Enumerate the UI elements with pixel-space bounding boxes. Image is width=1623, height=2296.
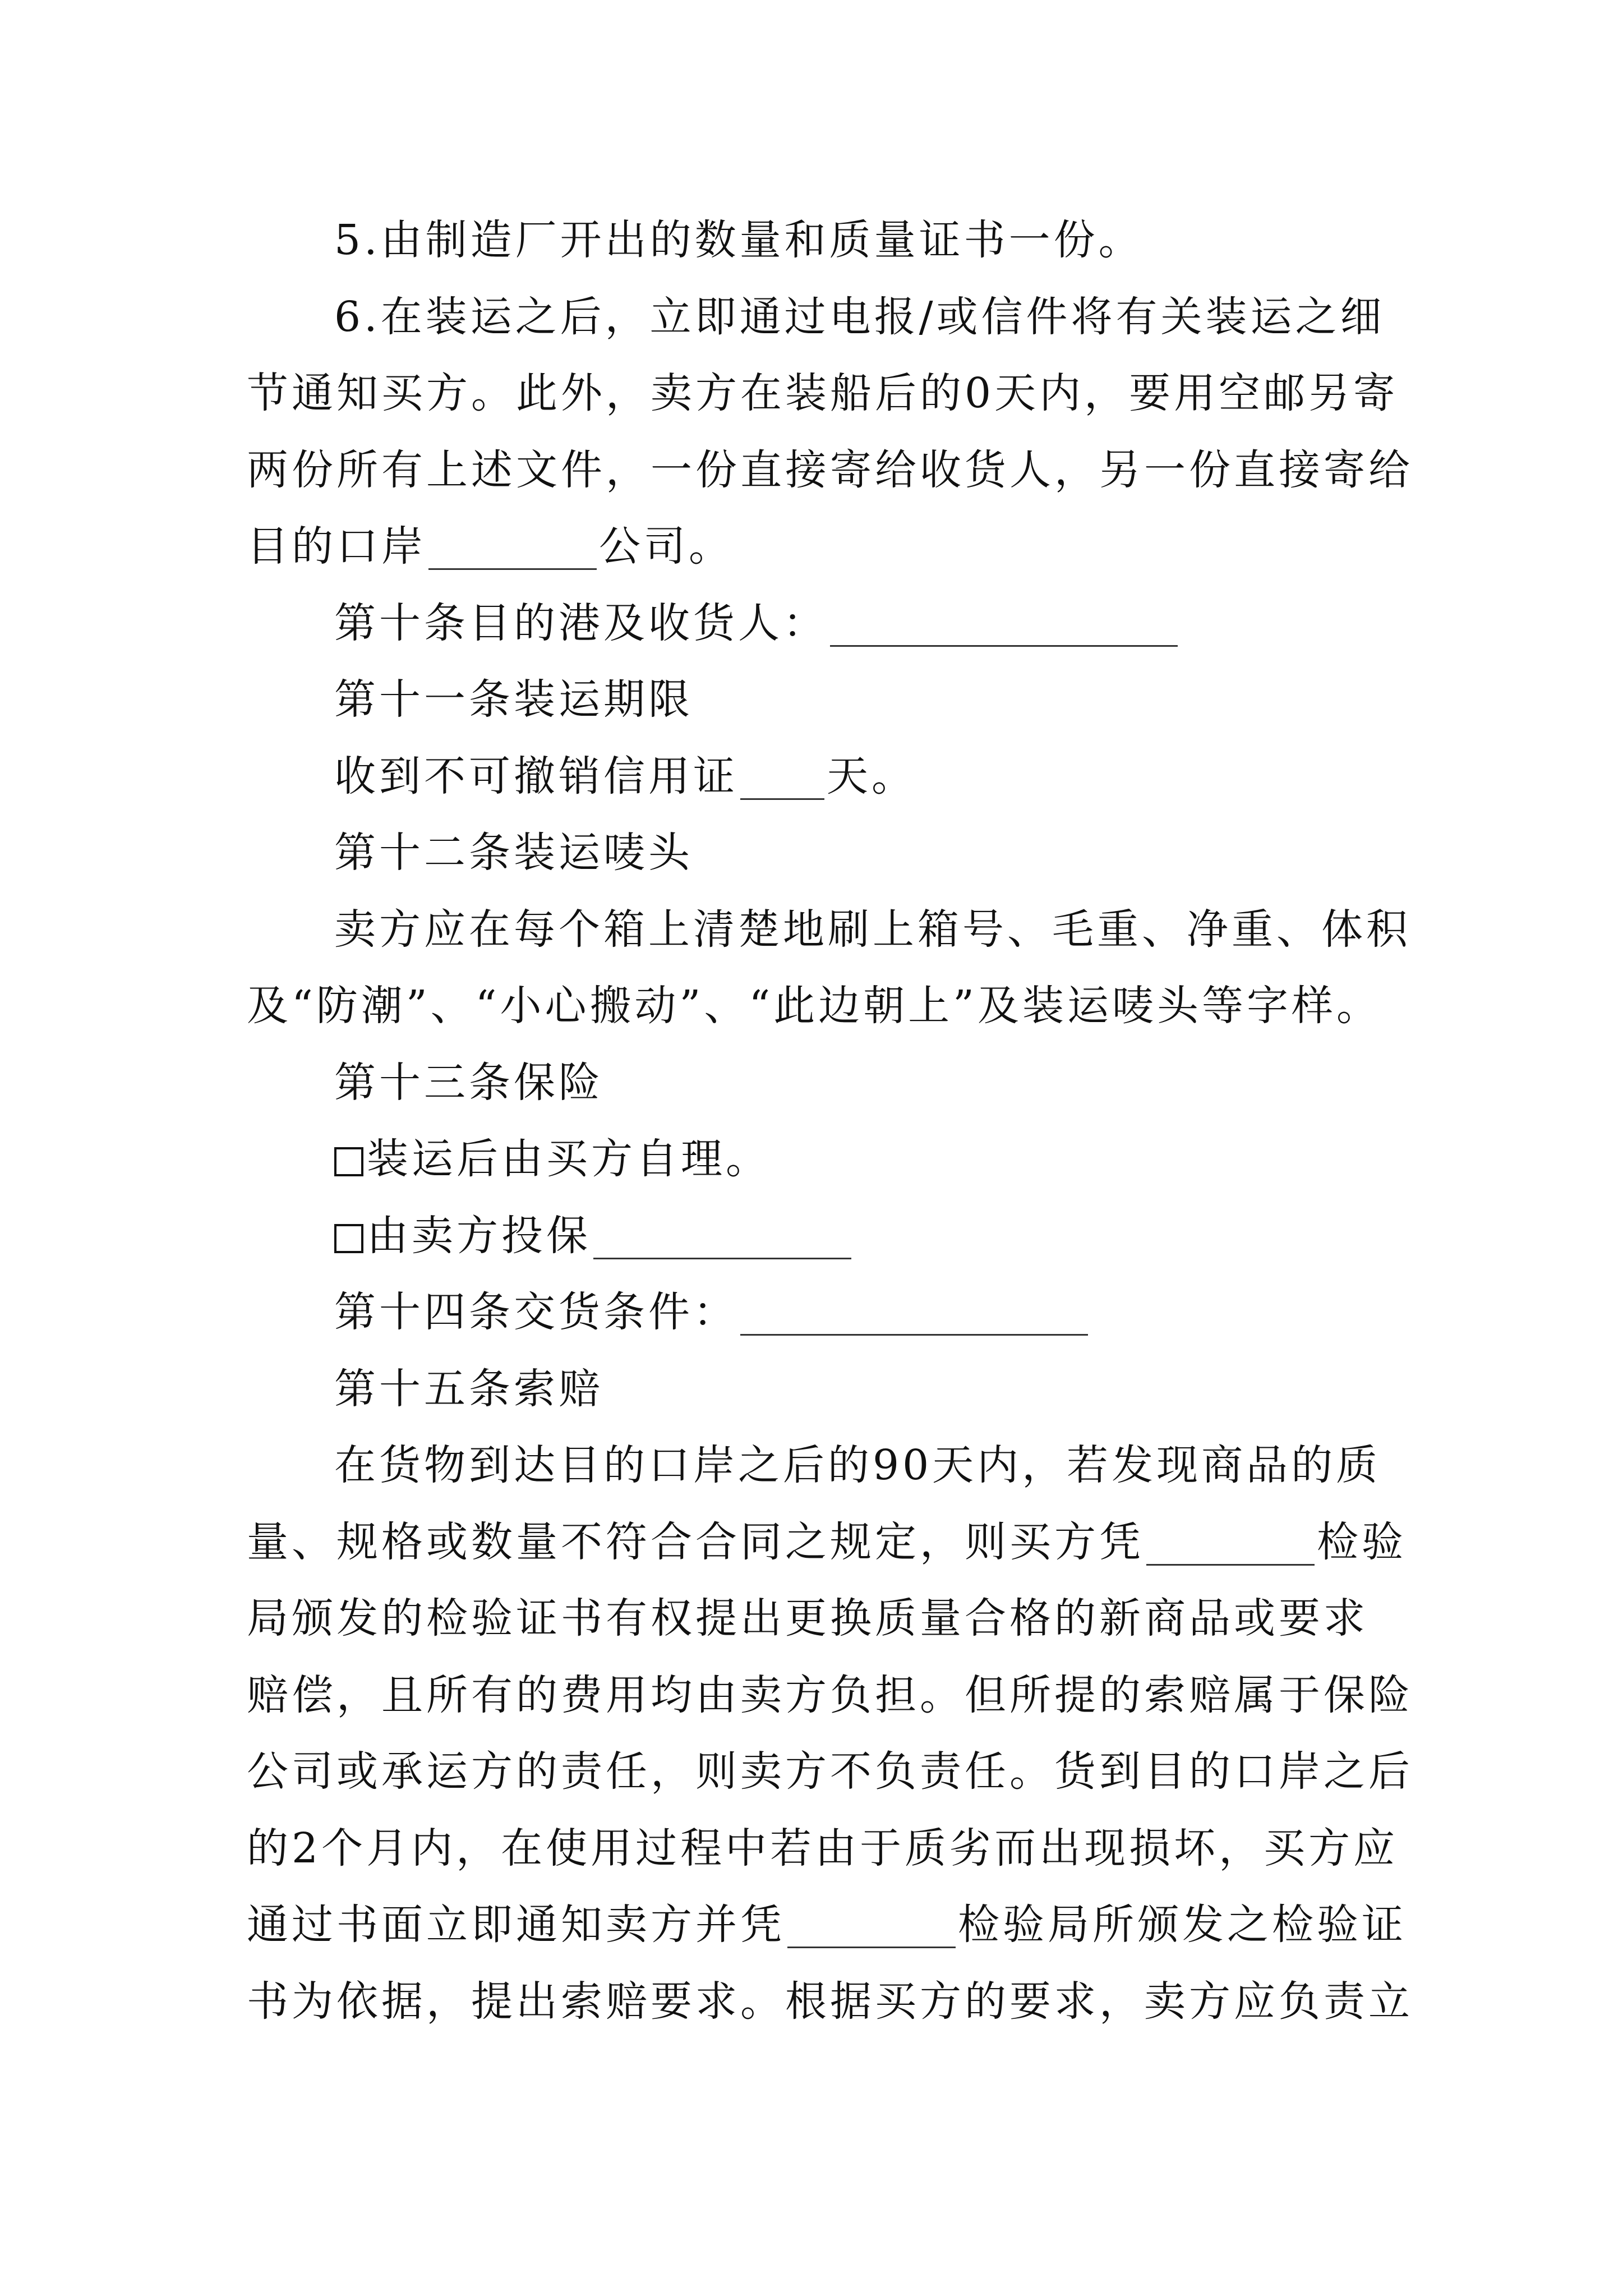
text-segment: 公司或承运方的责任，则卖方不负责任。货到目的口岸之后	[247, 1747, 1413, 1796]
paragraph-line	[247, 1657, 1413, 1734]
text-segment: 检验	[1317, 1517, 1407, 1566]
text-segment: 公司。	[599, 522, 734, 570]
clause-heading	[247, 585, 1391, 662]
fill-in-blank	[830, 606, 1178, 647]
text-segment: 第十三条保险	[334, 1058, 603, 1107]
text-segment: 5.由制造厂开出的数量和质量证书一份。	[334, 216, 1144, 264]
text-segment: 由卖方投保	[367, 1211, 591, 1260]
text-segment: 第十四条交货条件：	[334, 1288, 738, 1336]
text-segment: 通过书面立即通知卖方并凭	[247, 1901, 785, 1949]
text-segment: 节通知买方。此外，卖方在装船后的0天内，要用空邮另寄	[247, 369, 1399, 417]
text-segment: 在货物到达目的口岸之后的90天内，若发现商品的质	[334, 1441, 1381, 1489]
paragraph-line	[247, 1733, 1413, 1810]
paragraph-line	[247, 279, 1391, 356]
paragraph-line	[247, 355, 1399, 432]
fill-in-blank	[787, 1907, 956, 1948]
clause-heading	[247, 1351, 1391, 1428]
checkbox[interactable]	[334, 1224, 363, 1253]
paragraph-line	[247, 1427, 1391, 1504]
text-segment: 局颁发的检验证书有权提出更换质量合格的新商品或要求	[247, 1594, 1368, 1642]
paragraph-line	[247, 1580, 1391, 1657]
text-segment: 检验局所颁发之检验证	[958, 1901, 1407, 1949]
paragraph-line	[247, 1887, 1407, 1963]
text-segment: 卖方应在每个箱上清楚地刷上箱号、毛重、净重、体积	[334, 905, 1411, 954]
paragraph-line	[247, 968, 1391, 1045]
document-body	[247, 202, 1413, 2040]
option-line	[247, 1121, 1391, 1198]
fill-in-blank	[593, 1218, 851, 1259]
text-segment: 的2个月内，在使用过程中若由于质劣而出现损坏，买方应	[247, 1824, 1399, 1872]
text-segment: 天。	[827, 752, 916, 800]
text-segment: 第十二条装运唛头	[334, 829, 693, 877]
paragraph-line	[247, 508, 1391, 585]
text-segment: 6.在装运之后，立即通过电报/或信件将有关装运之细	[334, 292, 1385, 341]
text-segment: 装运后由买方自理。	[367, 1135, 771, 1183]
text-segment: 及“防潮”、“小心搬动”、“此边朝上”及装运唛头等字样。	[247, 982, 1381, 1030]
text-segment: 收到不可撤销信用证	[334, 752, 738, 800]
text-segment: 第十一条装运期限	[334, 675, 693, 724]
clause-heading	[247, 661, 1391, 738]
paragraph-line	[247, 202, 1391, 279]
text-segment: 目的口岸	[247, 522, 426, 570]
clause-heading	[247, 815, 1391, 891]
paragraph-line	[247, 1963, 1413, 2040]
paragraph-line	[247, 1810, 1399, 1887]
fill-in-blank	[740, 1295, 1088, 1336]
paragraph-line	[247, 891, 1411, 968]
text-segment: 第十五条索赔	[334, 1364, 603, 1413]
text-segment: 量、规格或数量不符合合同之规定，则买方凭	[247, 1517, 1144, 1566]
clause-heading	[247, 1274, 1391, 1351]
paragraph-line	[247, 738, 1391, 815]
fill-in-blank	[740, 759, 824, 800]
checkbox[interactable]	[334, 1147, 363, 1176]
paragraph-line	[247, 1504, 1407, 1581]
text-segment: 两份所有上述文件，一份直接寄给收货人，另一份直接寄给	[247, 445, 1413, 494]
fill-in-blank	[428, 529, 597, 570]
clause-heading	[247, 1045, 1391, 1121]
text-segment: 第十条目的港及收货人：	[334, 599, 828, 647]
paragraph-line	[247, 432, 1413, 509]
fill-in-blank	[1146, 1525, 1315, 1566]
text-segment: 书为依据，提出索赔要求。根据买方的要求，卖方应负责立	[247, 1977, 1413, 2026]
text-segment: 赔偿，且所有的费用均由卖方负担。但所提的索赔属于保险	[247, 1671, 1413, 1719]
option-line	[247, 1198, 1391, 1274]
